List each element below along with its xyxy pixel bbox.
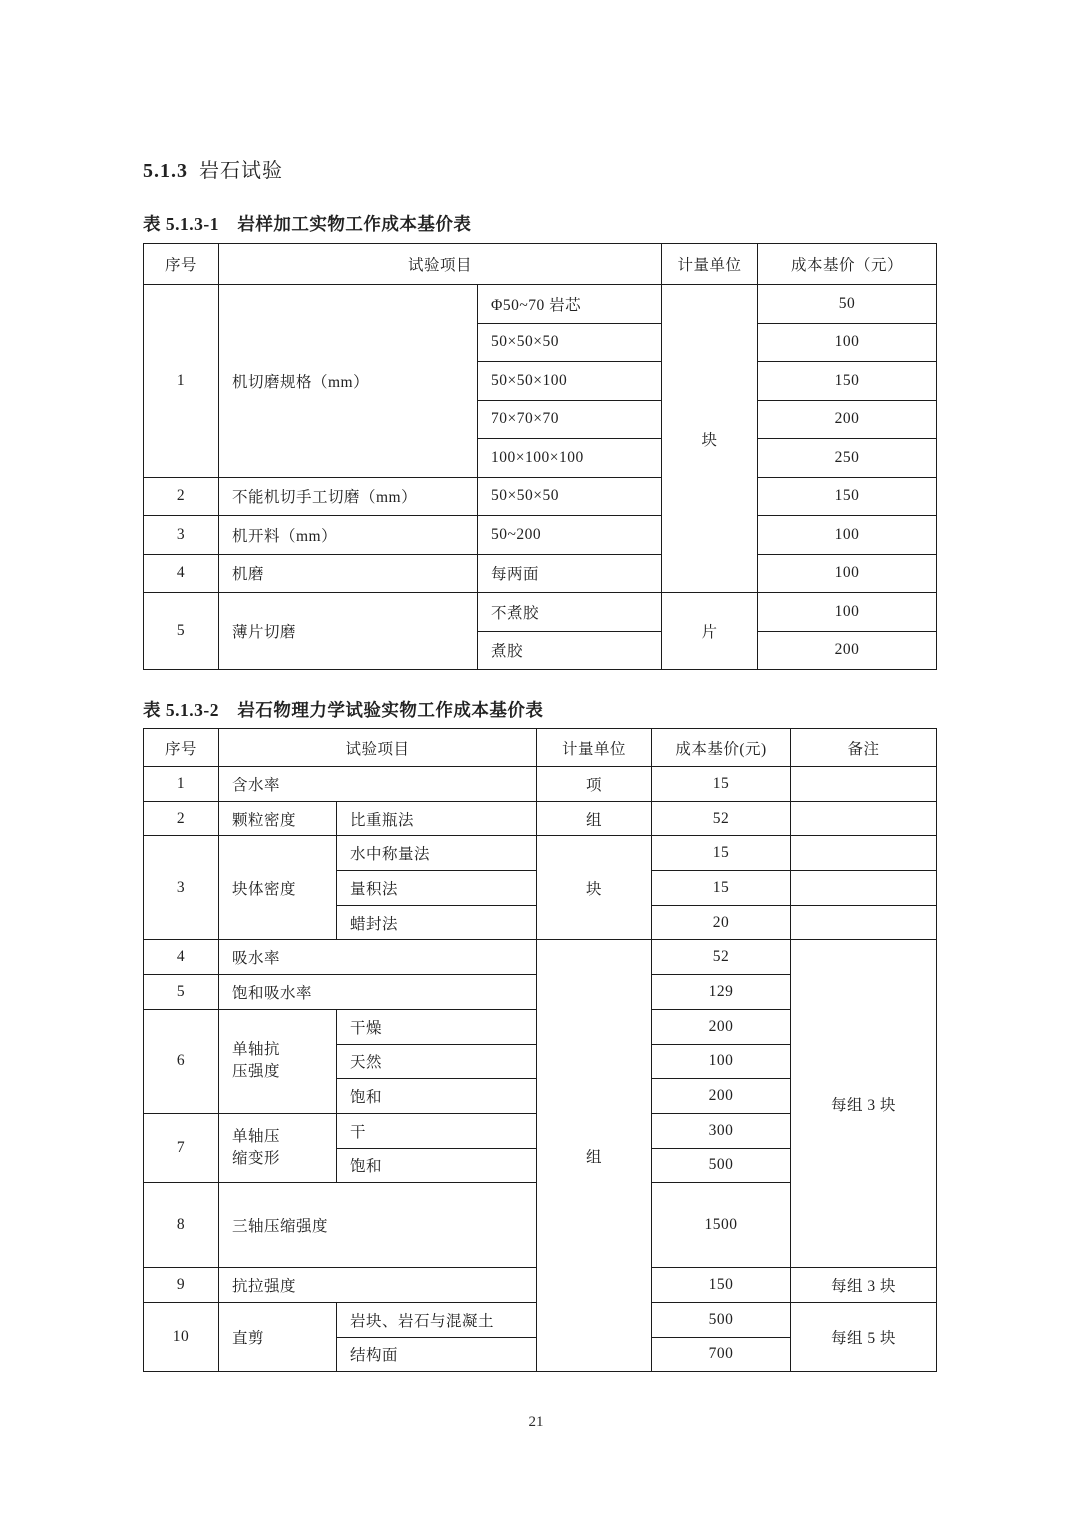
cell-method: 饱和: [337, 1079, 537, 1114]
cell-cost: 150: [758, 477, 937, 516]
cell-method: 干燥: [337, 1009, 537, 1044]
table-row: [144, 593, 937, 632]
section-heading: [143, 154, 283, 183]
table2-caption-label: 表 5.1.3-2: [143, 700, 219, 720]
cell-item: 薄片切磨: [219, 593, 478, 670]
cell-seq: 4: [144, 940, 219, 975]
cell-cost: 100: [758, 516, 937, 555]
table2-caption: [143, 697, 543, 722]
cell-cost: 100: [652, 1044, 791, 1079]
cell-note-merged: 每组 3 块: [791, 940, 937, 1268]
cell-method: 岩块、岩石与混凝土: [337, 1302, 537, 1337]
cell-seq: 10: [144, 1302, 219, 1371]
cell-cost: 129: [652, 975, 791, 1010]
cell-item: 抗拉强度: [219, 1268, 537, 1303]
cell-cost: 15: [652, 767, 791, 802]
table1-header-unit: 计量单位: [662, 244, 758, 285]
table1-caption-text: 岩样加工实物工作成本基价表: [237, 214, 472, 234]
cell-item: 块体密度: [219, 836, 337, 940]
section-number: 5.1.3: [143, 160, 188, 182]
table2-header-unit: 计量单位: [537, 729, 652, 767]
cell-unit-block: 块: [662, 285, 758, 593]
table2-header-note: 备注: [791, 729, 937, 767]
table1-header-cost: 成本基价（元）: [758, 244, 937, 285]
cell-cost: 50: [758, 285, 937, 324]
cell-item-text: 单轴抗压强度: [232, 1040, 281, 1081]
cell-cost: 15: [652, 836, 791, 871]
cell-item-text: 单轴压缩变形: [232, 1127, 281, 1168]
cell-spec: 50×50×100: [478, 362, 662, 401]
cell-seq: 4: [144, 554, 219, 593]
table-rock-sample-processing: [143, 243, 937, 670]
cell-item: 机开料（mm）: [219, 516, 478, 555]
cell-seq: 2: [144, 477, 219, 516]
cell-cost: 500: [652, 1302, 791, 1337]
cell-item: 吸水率: [219, 940, 537, 975]
cell-item: 饱和吸水率: [219, 975, 537, 1010]
cell-cost: 700: [652, 1337, 791, 1372]
cell-note-empty: [791, 767, 937, 802]
cell-spec: Φ50~70 岩芯: [478, 285, 662, 324]
cell-spec: 50×50×50: [478, 323, 662, 362]
cell-method: 干: [337, 1113, 537, 1148]
cell-spec: 70×70×70: [478, 400, 662, 439]
cell-method: 水中称量法: [337, 836, 537, 871]
cell-cost: 20: [652, 905, 791, 940]
cell-item: [219, 1113, 337, 1182]
table1-caption-label: 表 5.1.3-1: [143, 214, 219, 234]
cell-method: 蜡封法: [337, 905, 537, 940]
table2-header-item: 试验项目: [219, 729, 537, 767]
table2-header-row: [144, 729, 937, 767]
cell-unit: 项: [537, 767, 652, 802]
cell-note-empty: [791, 836, 937, 871]
cell-item: 三轴压缩强度: [219, 1183, 537, 1268]
cell-seq: 3: [144, 516, 219, 555]
cell-spec: 50~200: [478, 516, 662, 555]
cell-unit: 块: [537, 836, 652, 940]
cell-method: 天然: [337, 1044, 537, 1079]
cell-seq: 1: [144, 767, 219, 802]
cell-cost: 52: [652, 940, 791, 975]
table-rock-physics-tests: [143, 728, 937, 1372]
cell-item: 颗粒密度: [219, 801, 337, 836]
table-row: [144, 477, 937, 516]
cell-cost: 150: [652, 1268, 791, 1303]
cell-seq: 2: [144, 801, 219, 836]
cell-unit-merged: 组: [537, 940, 652, 1372]
cell-note: 每组 3 块: [791, 1268, 937, 1303]
cell-cost: 200: [652, 1079, 791, 1114]
cell-item: 机磨: [219, 554, 478, 593]
table2-header-cost: 成本基价(元): [652, 729, 791, 767]
table1-header-row: [144, 244, 937, 285]
cell-cost: 300: [652, 1113, 791, 1148]
cell-seq: 6: [144, 1009, 219, 1113]
table-row: [144, 516, 937, 555]
cell-cost: 200: [758, 631, 937, 670]
cell-method: 量积法: [337, 871, 537, 906]
cell-cost: 200: [652, 1009, 791, 1044]
table-row: [144, 285, 937, 324]
table2-header-seq: 序号: [144, 729, 219, 767]
cell-note-empty: [791, 905, 937, 940]
cell-cost: 500: [652, 1148, 791, 1183]
cell-cost: 250: [758, 439, 937, 478]
cell-spec: 100×100×100: [478, 439, 662, 478]
cell-seq: 5: [144, 593, 219, 670]
cell-cost: 200: [758, 400, 937, 439]
table-row: [144, 940, 937, 975]
cell-method: 饱和: [337, 1148, 537, 1183]
cell-item: 机切磨规格（mm）: [219, 285, 478, 478]
cell-cost: 1500: [652, 1183, 791, 1268]
cell-method: 结构面: [337, 1337, 537, 1372]
cell-cost: 150: [758, 362, 937, 401]
cell-spec: 每两面: [478, 554, 662, 593]
cell-seq: 1: [144, 285, 219, 478]
cell-seq: 5: [144, 975, 219, 1010]
cell-item: 直剪: [219, 1302, 337, 1371]
cell-cost: 52: [652, 801, 791, 836]
cell-method: 比重瓶法: [337, 801, 537, 836]
cell-seq: 9: [144, 1268, 219, 1303]
cell-seq: 8: [144, 1183, 219, 1268]
cell-unit-piece: 片: [662, 593, 758, 670]
table1-header-seq: 序号: [144, 244, 219, 285]
cell-cost: 100: [758, 554, 937, 593]
table1-caption: [143, 211, 471, 236]
cell-seq: 3: [144, 836, 219, 940]
cell-spec: 50×50×50: [478, 477, 662, 516]
cell-item: 不能机切手工切磨（mm）: [219, 477, 478, 516]
cell-cost: 15: [652, 871, 791, 906]
table-row: [144, 767, 937, 802]
cell-spec: 煮胶: [478, 631, 662, 670]
table-row: [144, 554, 937, 593]
cell-seq: 7: [144, 1113, 219, 1182]
table1-header-item: 试验项目: [219, 244, 662, 285]
cell-note-empty: [791, 871, 937, 906]
table-row: [144, 801, 937, 836]
cell-spec: 不煮胶: [478, 593, 662, 632]
cell-cost: 100: [758, 593, 937, 632]
section-title: 岩石试验: [199, 160, 283, 182]
cell-note-empty: [791, 801, 937, 836]
page-number: 21: [528, 1414, 544, 1430]
cell-unit: 组: [537, 801, 652, 836]
table2-caption-text: 岩石物理力学试验实物工作成本基价表: [237, 700, 544, 720]
cell-item: [219, 1009, 337, 1113]
cell-note: 每组 5 块: [791, 1302, 937, 1371]
table-row: [144, 836, 937, 871]
cell-item: 含水率: [219, 767, 537, 802]
cell-cost: 100: [758, 323, 937, 362]
